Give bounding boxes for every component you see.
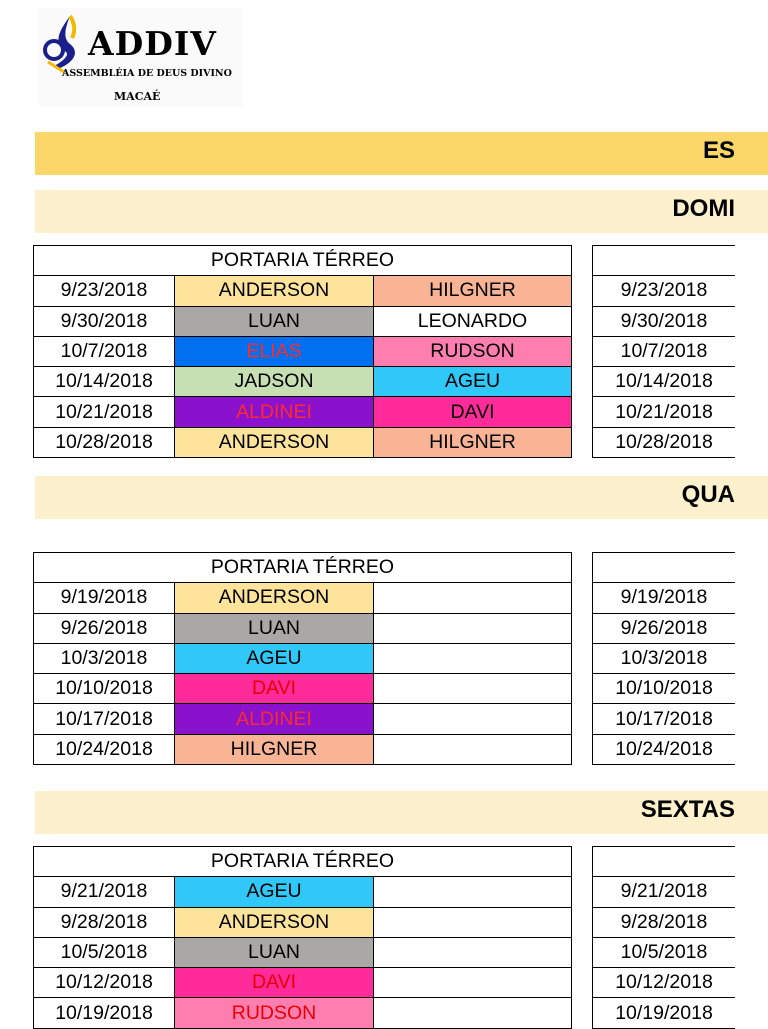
day-band-friday — [35, 791, 768, 834]
table-row — [593, 336, 736, 366]
date-cell: 10/24/2018 — [34, 734, 175, 764]
table-row — [34, 367, 572, 397]
table-header-row — [34, 553, 572, 583]
table-row — [34, 734, 572, 764]
table-row — [593, 427, 736, 457]
date-cell: 9/21/2018 — [34, 877, 175, 907]
table-header: PORTARIA TÉRREO — [34, 246, 572, 276]
table-row — [34, 968, 572, 998]
schedule-table — [33, 846, 572, 1029]
date-cell: 9/19/2018 — [34, 583, 175, 613]
volunteer-2-cell: LEONARDO — [374, 306, 572, 336]
table-row — [34, 613, 572, 643]
date-cell: 10/7/2018 — [593, 336, 736, 366]
date-cell: 10/7/2018 — [34, 336, 175, 366]
volunteer-2-cell — [374, 674, 572, 704]
table-row — [34, 674, 572, 704]
schedule-table — [33, 552, 572, 765]
date-cell: 9/30/2018 — [34, 306, 175, 336]
table-row — [34, 276, 572, 306]
volunteer-2-cell — [374, 643, 572, 673]
date-cell: 9/26/2018 — [34, 613, 175, 643]
volunteer-2-cell — [374, 968, 572, 998]
logo-city: MACAÉ — [114, 90, 161, 103]
volunteer-2-cell — [374, 937, 572, 967]
table-row — [593, 704, 736, 734]
date-cell: 10/12/2018 — [593, 968, 736, 998]
table-row — [34, 937, 572, 967]
date-cell: 9/21/2018 — [593, 877, 736, 907]
day-label: DOMI — [672, 195, 735, 222]
date-cell: 9/30/2018 — [593, 306, 736, 336]
date-cell: 10/24/2018 — [593, 734, 736, 764]
table-row — [593, 674, 736, 704]
table-row — [593, 968, 736, 998]
table-row — [593, 937, 736, 967]
schedule-title: ES — [702, 137, 735, 164]
table-header-empty — [593, 246, 736, 276]
schedule-title-band — [35, 132, 768, 175]
table-row — [34, 397, 572, 427]
volunteer-2-cell — [374, 704, 572, 734]
table-row — [593, 276, 736, 306]
volunteer-1-cell: RUDSON — [175, 998, 374, 1028]
volunteer-2-cell — [374, 583, 572, 613]
church-emblem-icon — [40, 12, 92, 76]
table-header-row — [593, 847, 736, 877]
volunteer-1-cell: ALDINEI — [175, 704, 374, 734]
table-header: PORTARIA TÉRREO — [34, 847, 572, 877]
table-header-row — [34, 847, 572, 877]
right-table-partial — [592, 245, 735, 458]
table-header-row — [34, 246, 572, 276]
date-cell: 9/23/2018 — [593, 276, 736, 306]
right-table-partial — [592, 846, 735, 1029]
date-cell: 10/21/2018 — [593, 397, 736, 427]
volunteer-1-cell: LUAN — [175, 306, 374, 336]
date-cell: 10/10/2018 — [34, 674, 175, 704]
table-row — [593, 397, 736, 427]
date-cell: 9/28/2018 — [34, 907, 175, 937]
table-row — [34, 704, 572, 734]
date-cell: 9/28/2018 — [593, 907, 736, 937]
table-row — [593, 643, 736, 673]
volunteer-1-cell: ANDERSON — [175, 427, 374, 457]
volunteer-2-cell: AGEU — [374, 367, 572, 397]
schedule-table — [33, 245, 572, 458]
date-cell: 10/21/2018 — [34, 397, 175, 427]
date-cell: 9/23/2018 — [34, 276, 175, 306]
volunteer-1-cell: ANDERSON — [175, 907, 374, 937]
day-label: QUA — [681, 481, 735, 508]
date-cell: 10/10/2018 — [593, 674, 736, 704]
volunteer-2-cell: HILGNER — [374, 276, 572, 306]
date-cell: 10/19/2018 — [34, 998, 175, 1028]
date-cell: 10/5/2018 — [34, 937, 175, 967]
table-row — [593, 907, 736, 937]
table-row — [593, 734, 736, 764]
volunteer-2-cell — [374, 613, 572, 643]
table-row — [593, 583, 736, 613]
volunteer-2-cell — [374, 734, 572, 764]
volunteer-1-cell: ANDERSON — [175, 583, 374, 613]
addiv-logo — [38, 8, 243, 106]
date-cell: 9/26/2018 — [593, 613, 736, 643]
date-cell: 10/3/2018 — [34, 643, 175, 673]
table-header-row — [593, 246, 736, 276]
table-row — [593, 367, 736, 397]
date-cell: 10/3/2018 — [593, 643, 736, 673]
table-header: PORTARIA TÉRREO — [34, 553, 572, 583]
volunteer-1-cell: JADSON — [175, 367, 374, 397]
volunteer-1-cell: HILGNER — [175, 734, 374, 764]
date-cell: 10/12/2018 — [34, 968, 175, 998]
volunteer-1-cell: AGEU — [175, 877, 374, 907]
table-row — [593, 613, 736, 643]
table-row — [34, 877, 572, 907]
volunteer-2-cell — [374, 877, 572, 907]
day-band-sunday — [35, 190, 768, 233]
date-cell: 10/17/2018 — [34, 704, 175, 734]
day-band-wednesday — [35, 476, 768, 519]
table-header-empty — [593, 553, 736, 583]
date-cell: 10/14/2018 — [34, 367, 175, 397]
table-row — [34, 336, 572, 366]
table-header-empty — [593, 847, 736, 877]
table-row — [593, 877, 736, 907]
date-cell: 10/5/2018 — [593, 937, 736, 967]
table-row — [34, 583, 572, 613]
volunteer-1-cell: AGEU — [175, 643, 374, 673]
logo-name: ADDIV — [88, 24, 217, 63]
right-table-partial — [592, 552, 735, 765]
volunteer-2-cell: RUDSON — [374, 336, 572, 366]
volunteer-1-cell: LUAN — [175, 937, 374, 967]
table-row — [34, 643, 572, 673]
volunteer-1-cell: DAVI — [175, 968, 374, 998]
date-cell: 10/19/2018 — [593, 998, 736, 1028]
date-cell: 9/19/2018 — [593, 583, 736, 613]
volunteer-1-cell: LUAN — [175, 613, 374, 643]
logo-subtitle: ASSEMBLÉIA DE DEUS DIVINO — [62, 68, 232, 79]
table-row — [34, 306, 572, 336]
volunteer-2-cell — [374, 907, 572, 937]
volunteer-1-cell: ANDERSON — [175, 276, 374, 306]
date-cell: 10/17/2018 — [593, 704, 736, 734]
volunteer-2-cell: HILGNER — [374, 427, 572, 457]
table-row — [34, 907, 572, 937]
table-row — [593, 306, 736, 336]
table-header-row — [593, 553, 736, 583]
volunteer-1-cell: ELIAS — [175, 336, 374, 366]
date-cell: 10/28/2018 — [34, 427, 175, 457]
volunteer-1-cell: ALDINEI — [175, 397, 374, 427]
volunteer-1-cell: DAVI — [175, 674, 374, 704]
date-cell: 10/14/2018 — [593, 367, 736, 397]
day-label: SEXTAS — [640, 796, 735, 823]
date-cell: 10/28/2018 — [593, 427, 736, 457]
volunteer-2-cell: DAVI — [374, 397, 572, 427]
table-row — [34, 427, 572, 457]
